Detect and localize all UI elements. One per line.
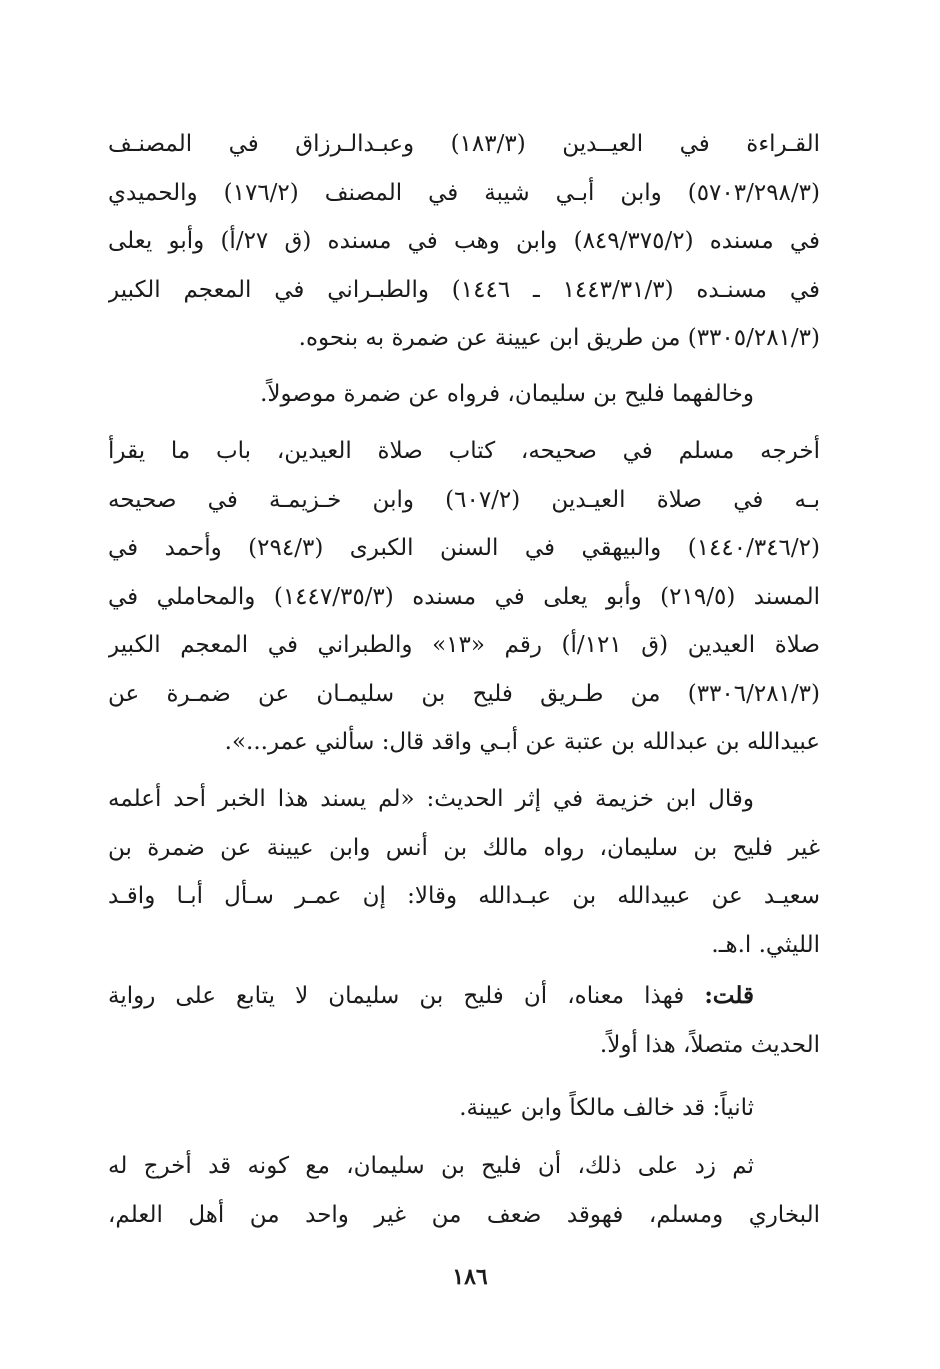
text-line: بـه في صلاة العيـدين (٦٠٧/٢) وابن خـزيمـة في صحيحه (108, 486, 820, 513)
text-line: (٣٣٠٥/٢٨١/٣) من طريق ابن عيينة عن ضمرة به بنحوه. (298, 325, 820, 351)
paragraph-1 (108, 120, 820, 363)
text-span: فهذا معناه، أن فليح بن سليمان لا يتابع على رواية (108, 983, 705, 1009)
text-line: الحديث متصلاً، هذا أولاً. (599, 1031, 820, 1058)
paragraph-6 (108, 1084, 820, 1133)
text-line (108, 972, 820, 1021)
paragraph-5 (108, 972, 820, 1069)
text-line: الليثي. ا.هـ. (711, 931, 820, 958)
paragraph-7 (108, 1142, 820, 1239)
text-line: (٥٧٠٣/٢٩٨/٣) وابن أبـي شيبة في المصنف (١٧٦/٢) والحميدي (108, 179, 820, 206)
text-line: البخاري ومسلم، فهوقد ضعف من غير واحد من أهل العلم، (108, 1201, 820, 1228)
text-line: عبيدالله بن عبدالله بن عتبة عن أبـي واقد قال: سألني عمر...». (224, 729, 820, 755)
text-line: في مسنده (٨٤٩/٣٧٥/٢) وابن وهب في مسنده (ق ٢٧/أ) وأبو يعلى (108, 228, 820, 254)
qultu-lead: قلت: (704, 982, 754, 1009)
text-line: (١٤٤٠/٣٤٦/٢) والبيهقي في السنن الكبرى (٢٩٤/٣) وأحمد في (108, 535, 820, 561)
text-line: القـراءة في العيــدين (١٨٣/٣) وعبـدالـرزاق في المصنـف (108, 131, 820, 157)
text-line: ثانياً: قد خالف مالكاً وابن عيينة. (459, 1095, 754, 1121)
text-line: غير فليح بن سليمان، رواه مالك بن أنس وابن عيينة عن ضمرة بن (108, 834, 820, 861)
text-line: أخرجه مسلم في صحيحه، كتاب صلاة العيدين، باب ما يقرأ (108, 438, 820, 464)
text-line: ثم زد على ذلك، أن فليح بن سليمان، مع كونه قد أخرج له (108, 1153, 754, 1179)
text-line: وخالفهما فليح بن سليمان، فرواه عن ضمرة موصولاً. (260, 381, 754, 407)
text-line: (٣٣٠٦/٢٨١/٣) من طـريق فليح بن سليمـان عن ضمـرة عن (108, 680, 820, 707)
page-number: ١٨٦ (452, 1264, 488, 1290)
paragraph-3 (108, 427, 820, 767)
text-line: صلاة العيدين (ق ١٢١/أ) رقم «١٣» والطبراني في المعجم الكبير (108, 632, 820, 658)
text-line: سعيـد عن عبيدالله بن عبـدالله وقالا: إن عمـر سـأل أبـا واقـد (108, 883, 820, 909)
text-line: في مسنـده (١٤٤٣/٣١/٣ ـ ١٤٤٦) والطبـراني في المعجم الكبير (108, 276, 820, 303)
paragraph-2 (108, 370, 820, 419)
text-line: المسند (٢١٩/٥) وأبو يعلى في مسنده (١٤٤٧/٣٥/٣) والمحاملي في (108, 583, 820, 610)
text-line: وقال ابن خزيمة في إثر الحديث: «لم يسند هذا الخبر أحد أعلمه (108, 786, 754, 812)
paragraph-4 (108, 775, 820, 969)
